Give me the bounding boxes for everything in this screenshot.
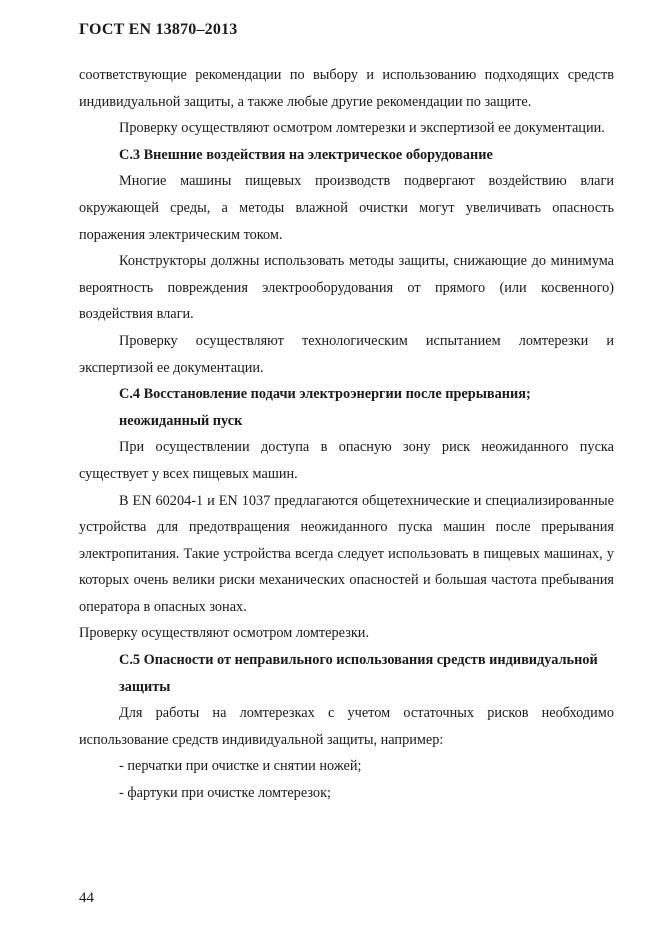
- paragraph: Проверку осуществляют осмотром ломтерезки.: [79, 625, 370, 642]
- section-heading: С.4 Восстановление подачи электроэнергии после прерывания; неожиданный пуск: [119, 386, 531, 429]
- list-item: - перчатки при очистке и снятии ножей;: [119, 758, 362, 775]
- paragraph: Многие машины пищевых производств подвергают воздействию влаги окружающей среды, а методы влажной очистки могут увеличивать опасность поражения электрическим током.: [79, 173, 614, 243]
- paragraph: Проверку осуществляют осмотром ломтерезки и экспертизой ее документации.: [119, 120, 605, 137]
- document-body: [79, 62, 614, 807]
- document-header: ГОСТ EN 13870–2013: [79, 21, 238, 38]
- paragraph: В EN 60204-1 и EN 1037 предлагаются общетехнические и специализированные устройства для предотвращения неожиданного пуска машин после прерывания электропитания. Такие устройства всегда следует использовать в пищевых машинах, у которых очень велики риски механических опасностей и большая частота пребывания оператора в опасных зонах.: [79, 492, 614, 615]
- paragraph: Конструкторы должны использовать методы защиты, снижающие до минимума вероятность повреждения электрооборудования от прямого (или косвенного) воздействия влаги.: [79, 253, 614, 323]
- paragraph: Проверку осуществляют технологическим испытанием ломтерезки и экспертизой ее документации.: [79, 332, 614, 376]
- list-item: - фартуки при очистке ломтерезок;: [119, 785, 331, 802]
- page-number: 44: [79, 890, 94, 906]
- section-heading: С.5 Опасности от неправильного использования средств индивидуальной защиты: [119, 652, 598, 695]
- paragraph-continuation: соответствующие рекомендации по выбору и использованию подходящих средств индивидуальной защиты, а также любые другие рекомендации по защите.: [79, 67, 614, 110]
- paragraph: При осуществлении доступа в опасную зону риск неожиданного пуска существует у всех пищевых машин.: [79, 439, 614, 482]
- paragraph: Для работы на ломтерезках с учетом остаточных рисков необходимо использование средств индивидуальной защиты, например:: [79, 705, 614, 748]
- section-heading: С.3 Внешние воздействия на электрическое оборудование: [119, 146, 493, 163]
